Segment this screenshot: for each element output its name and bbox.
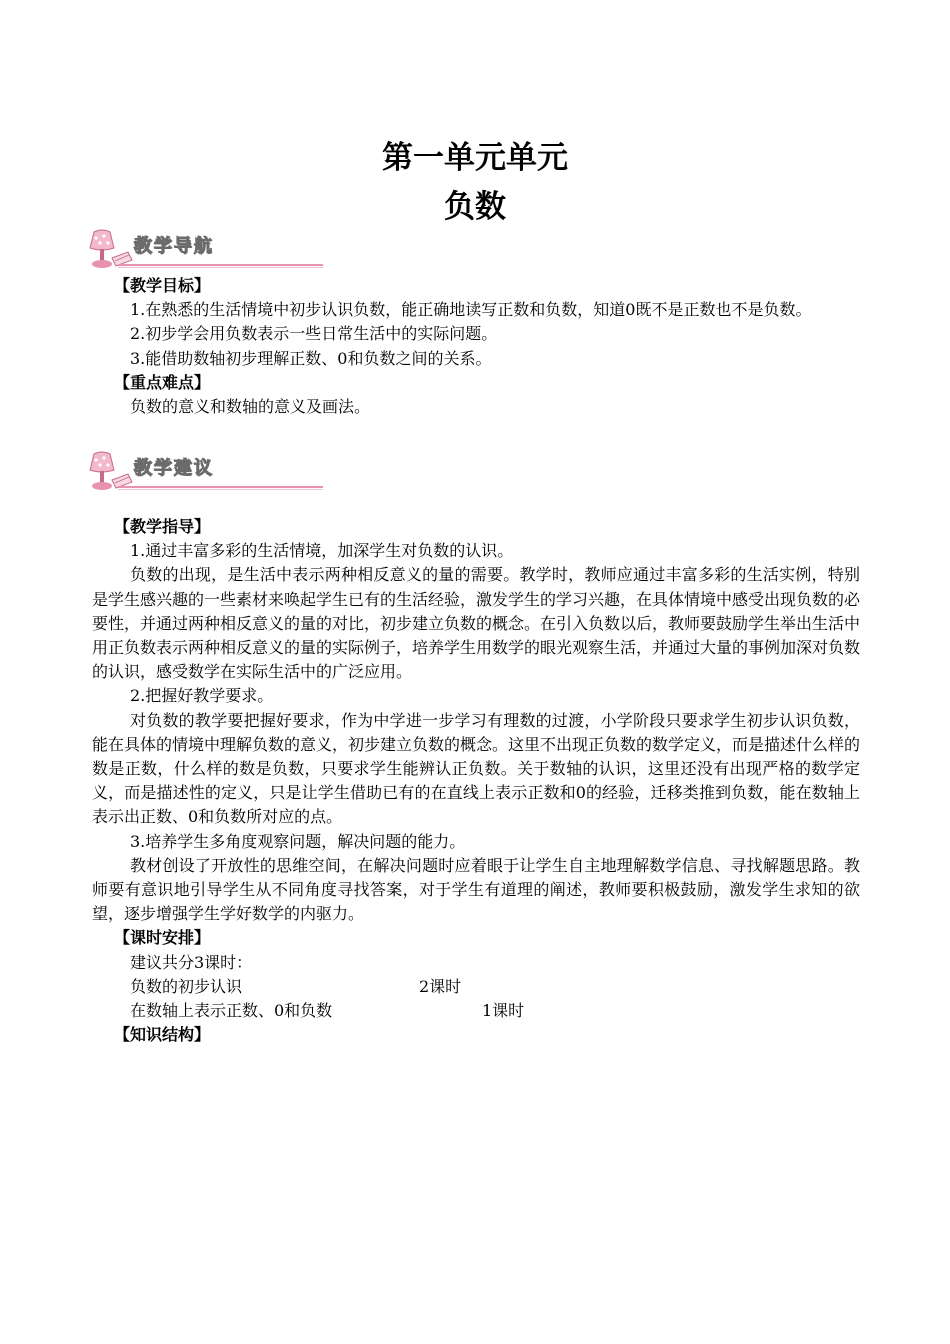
banner-rule-thin bbox=[118, 267, 323, 268]
structure-heading: 【知识结构】 bbox=[114, 1025, 211, 1045]
keypoints-heading: 【重点难点】 bbox=[114, 372, 211, 392]
guidance-paragraph: 对负数的教学要把握好要求，作为中学进一步学习有理数的过渡，小学阶段只要求学生初步认识负数，能在具体的情境中理解负数的意义，初步建立负数的概念。这里不出现正负数的数学定义，而是描述什么样的数是正数，什么样的数是负数，只要求学生能辨认正负数。关于数轴的认识，这里还没有出现严格的数学定义，而是描述性的定义，只是让学生借助已有的在直线上表示正数和0的经验，迁移类推到负数，能在数轴上表示出正数、0和负数所对应的点。 bbox=[92, 710, 861, 827]
guidance-paragraph: 2.把握好教学要求。 bbox=[130, 686, 274, 706]
schedule-row bbox=[92, 975, 860, 999]
schedule-lesson-name: 负数的初步认识 bbox=[130, 976, 243, 996]
banner-rule bbox=[118, 264, 323, 266]
keypoints-text: 负数的意义和数轴的意义及画法。 bbox=[130, 397, 371, 417]
guidance-heading: 【教学指导】 bbox=[114, 517, 211, 536]
unit-subtitle: 负数 bbox=[444, 189, 506, 225]
schedule-lesson-hours: 1课时 bbox=[482, 1001, 525, 1021]
schedule-lesson-name: 在数轴上表示正数、0和负数 bbox=[130, 1001, 333, 1021]
guidance-paragraph: 教材创设了开放性的思维空间，在解决问题时应着眼于让学生自主地理解数学信息、寻找解题思路。教师要有意识地引导学生从不同角度寻找答案，对于学生有道理的阐述，教师要积极鼓励，激发学生求知的欲望，逐步增强学生学好数学的内驱力。 bbox=[92, 855, 860, 924]
unit-title: 第一单元单元 bbox=[382, 140, 568, 176]
guidance-paragraph: 负数的出现，是生活中表示两种相反意义的量的需要。教学时，教师应通过丰富多彩的生活实例，特别是学生感兴趣的一些素材来唤起学生已有的生活经验，激发学生的学习兴趣，在具体情境中感受出现负数的必要性，并通过两种相反意义的量的对比，初步建立负数的概念。在引入负数以后，教师要鼓励学生举出生活中用正负数表示两种相反意义的量的实际例子，培养学生用数学的眼光观察生活，并通过大量的事例加深对负数的认识，感受数学在实际生活中的广泛应用。 bbox=[92, 565, 861, 682]
guidance-section bbox=[92, 515, 860, 1047]
teaching-nav-banner bbox=[88, 228, 236, 272]
guidance-paragraph: 3.培养学生多角度观察问题，解决问题的能力。 bbox=[130, 831, 466, 851]
banner-rule bbox=[118, 486, 323, 488]
teaching-advice-banner bbox=[88, 450, 236, 494]
teaching-nav-label: 教学导航 bbox=[134, 236, 214, 257]
goal-item: 1.在熟悉的生活情境中初步认识负数，能正确地读写正数和负数，知道0既不是正数也不是负数。 bbox=[130, 300, 812, 320]
goal-item: 2.初步学会用负数表示一些日常生活中的实际问题。 bbox=[130, 324, 498, 344]
schedule-lesson-hours: 2课时 bbox=[419, 976, 462, 996]
guidance-paragraph: 1.通过丰富多彩的生活情境，加深学生对负数的认识。 bbox=[130, 541, 514, 561]
schedule-intro: 建议共分3课时： bbox=[130, 952, 253, 972]
goal-item: 3.能借助数轴初步理解正数、0和负数之间的关系。 bbox=[130, 348, 492, 368]
teaching-advice-label: 教学建议 bbox=[134, 458, 214, 479]
schedule-heading: 【课时安排】 bbox=[114, 928, 211, 948]
banner-rule-thin bbox=[118, 489, 323, 490]
schedule-row bbox=[92, 999, 860, 1023]
goals-section bbox=[92, 274, 860, 419]
goals-heading: 【教学目标】 bbox=[114, 276, 211, 295]
